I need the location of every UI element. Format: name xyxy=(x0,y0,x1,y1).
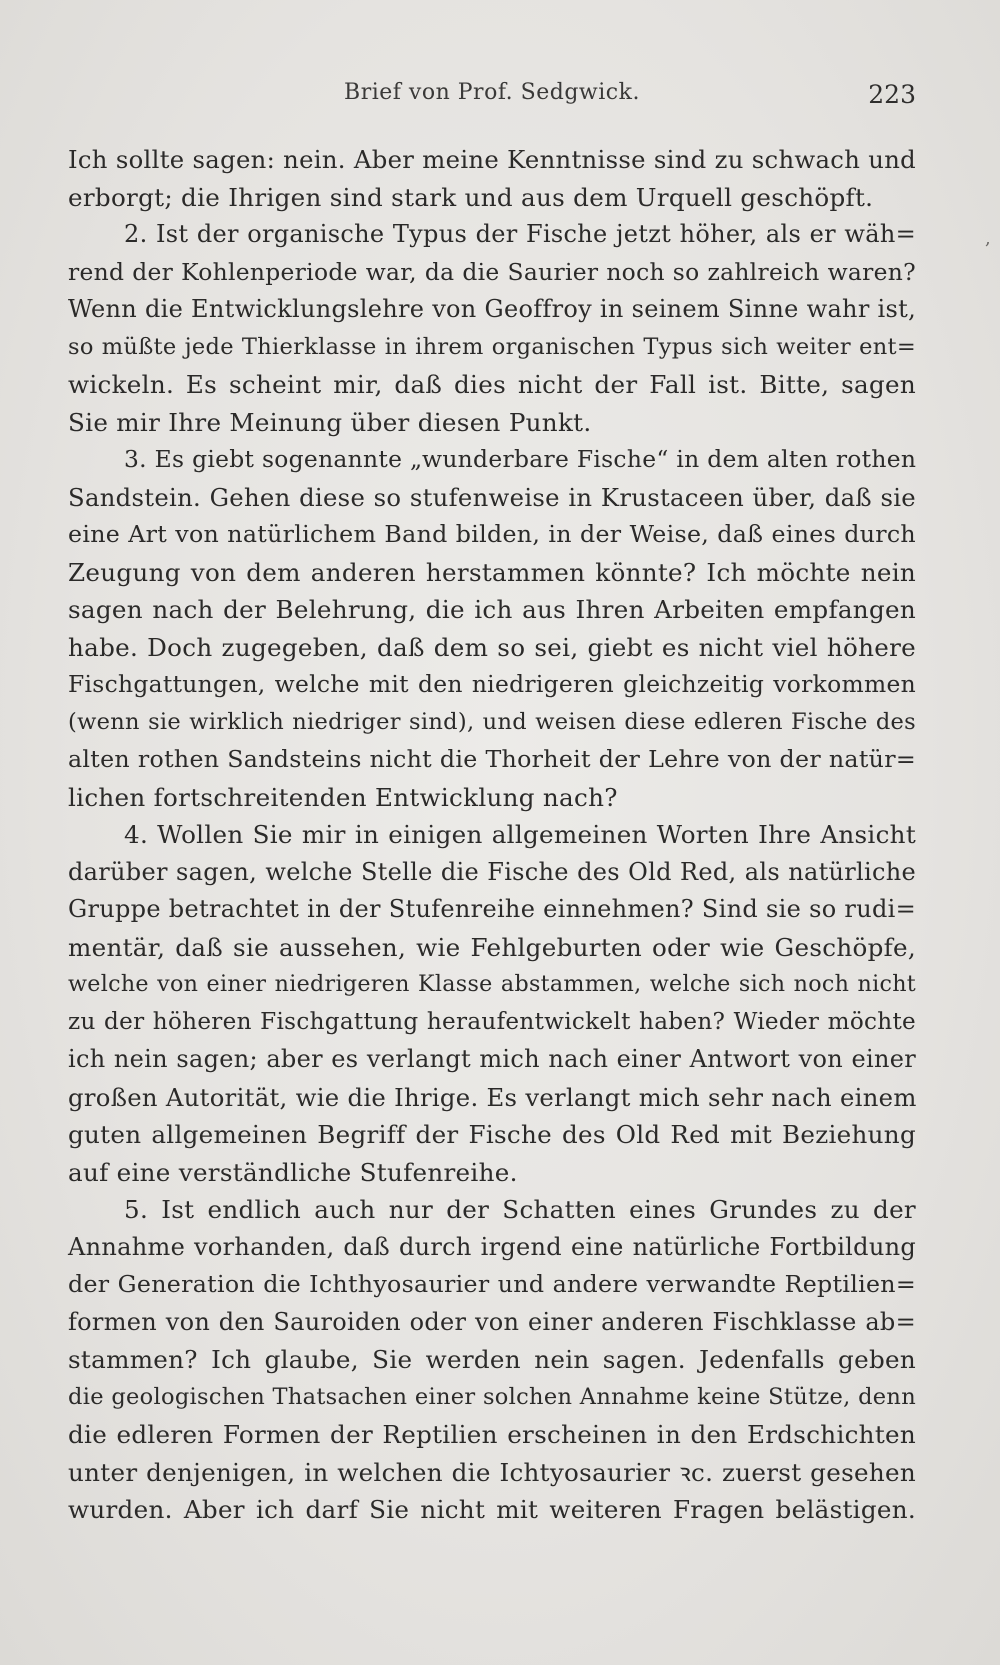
text-line: Annahme vorhanden, daß durch irgend eine natürliche Fortbildung xyxy=(68,1232,916,1261)
text-line: Zeugung von dem anderen herstammen könnte? Ich möchte nein xyxy=(68,557,916,587)
text-line: stammen? Ich glaube, Sie werden nein sagen. Jedenfalls geben xyxy=(68,1345,916,1374)
text-line: großen Autorität, wie die Ihrige. Es verlangt mich sehr nach einem xyxy=(68,1082,917,1112)
text-line: die geologischen Thatsachen einer solchen Annahme keine Stütze, denn xyxy=(68,1383,916,1410)
text-line: formen von den Sauroiden oder von einer anderen Fischklasse ab= xyxy=(68,1307,916,1336)
text-line: ich nein sagen; aber es verlangt mich nach einer Antwort von einer xyxy=(68,1045,916,1073)
text-line: wickeln. Es scheint mir, daß dies nicht der Fall ist. Bitte, sagen xyxy=(68,370,916,399)
text-line: 3. Es giebt sogenannte „wunderbare Fische“ in dem alten rothen xyxy=(124,445,917,473)
text-line: erborgt; die Ihrigen sind stark und aus dem Urquell geschöpft. xyxy=(68,182,874,212)
text-line: auf eine verständliche Stufenreihe. xyxy=(68,1157,518,1187)
text-line: Ich sollte sagen: nein. Aber meine Kenntnisse sind zu schwach und xyxy=(68,145,916,174)
text-line: sagen nach der Belehrung, die ich aus Ihren Arbeiten empfangen xyxy=(68,595,916,624)
text-line: mentär, daß sie aussehen, wie Fehlgeburten oder wie Geschöpfe, xyxy=(68,932,916,962)
body-text xyxy=(68,141,916,1529)
text-line: 5. Ist endlich auch nur der Schatten eines Grundes zu der xyxy=(124,1195,916,1224)
text-line: rend der Kohlenperiode war, da die Saurier noch so zahlreich waren? xyxy=(68,257,916,286)
text-line: eine Art von natürlichem Band bilden, in der Weise, daß eines durch xyxy=(68,520,916,548)
page-header xyxy=(68,80,916,120)
text-line: Sandstein. Gehen diese so stufenweise in Krustaceen über, daß sie xyxy=(68,482,916,512)
text-line: wurden. Aber ich darf Sie nicht mit weiteren Fragen belästigen. xyxy=(68,1495,916,1524)
text-line: zu der höheren Fischgattung heraufentwickelt haben? Wieder möchte xyxy=(68,1008,916,1035)
text-line: Fischgattungen, welche mit den niedrigeren gleichzeitig vorkommen xyxy=(68,670,916,698)
text-line: alten rothen Sandsteins nicht die Thorheit der Lehre von der natür= xyxy=(68,745,916,773)
running-title: Brief von Prof. Sedgwick. xyxy=(344,80,640,105)
text-line: habe. Doch zugegeben, daß dem so sei, giebt es nicht viel höhere xyxy=(68,632,916,662)
page-number: 223 xyxy=(868,80,916,109)
text-line: Sie mir Ihre Meinung über diesen Punkt. xyxy=(68,407,592,437)
text-line: 4. Wollen Sie mir in einigen allgemeinen Worten Ihre Ansicht xyxy=(124,820,916,849)
stray-mark: , xyxy=(985,228,991,249)
text-line: der Generation die Ichthyosaurier und andere verwandte Reptilien= xyxy=(68,1270,916,1298)
text-line: unter denjenigen, in welchen die Ichtyosaurier ꝛc. zuerst gesehen xyxy=(68,1457,916,1487)
text-line: 2. Ist der organische Typus der Fische jetzt höher, als er wäh= xyxy=(124,220,916,248)
text-line: darüber sagen, welche Stelle die Fische des Old Red, als natürliche xyxy=(68,857,916,886)
text-line: Gruppe betrachtet in der Stufenreihe einnehmen? Sind sie so rudi= xyxy=(68,895,916,923)
text-line: lichen fortschreitenden Entwicklung nach? xyxy=(68,782,618,812)
text-line: (wenn sie wirklich niedriger sind), und weisen diese edleren Fische des xyxy=(68,708,916,735)
text-line: die edleren Formen der Reptilien erscheinen in den Erdschichten xyxy=(68,1420,916,1449)
text-line: welche von einer niedrigeren Klasse abstammen, welche sich noch nicht xyxy=(68,971,916,997)
text-line: so müßte jede Thierklasse in ihrem organischen Typus sich weiter ent= xyxy=(68,333,916,360)
text-line: Wenn die Entwicklungslehre von Geoffroy in seinem Sinne wahr ist, xyxy=(68,295,916,323)
text-line: guten allgemeinen Begriff der Fische des Old Red mit Beziehung xyxy=(68,1120,916,1149)
